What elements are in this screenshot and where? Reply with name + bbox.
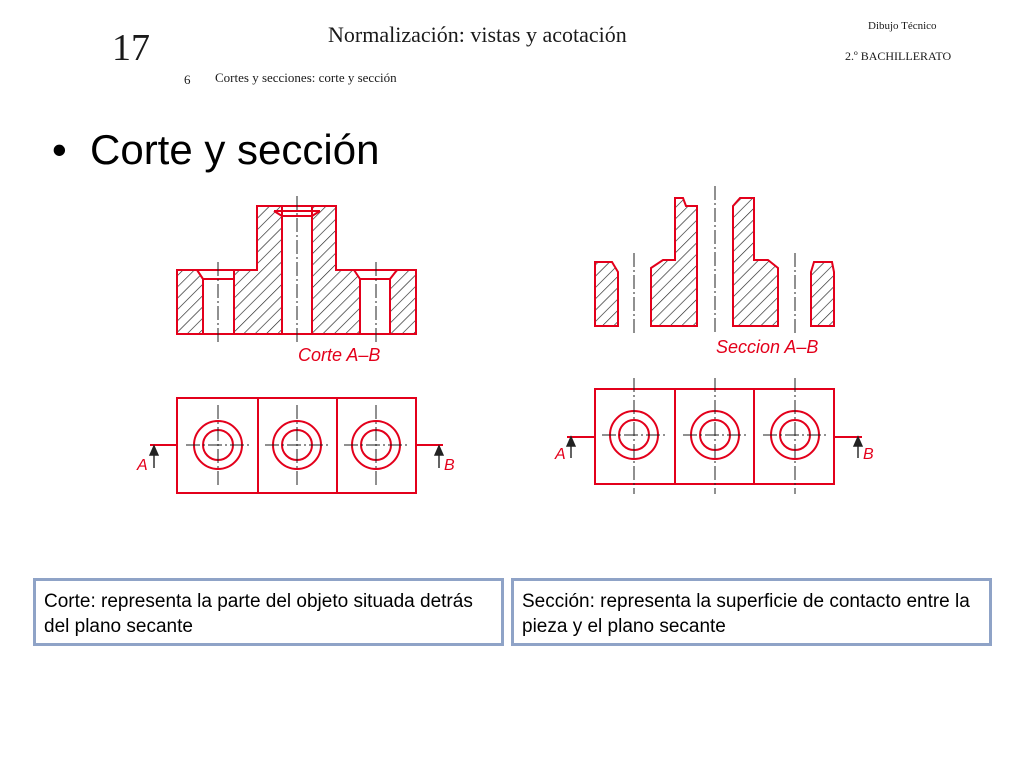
- seccion-definition-box: [511, 578, 992, 646]
- unit-number: 17: [112, 27, 150, 69]
- seccion-plane-label-b: B: [863, 446, 874, 463]
- subject-label: Dibujo Técnico: [868, 20, 937, 32]
- corte-plan-axes: [186, 405, 408, 485]
- corte-plane-label-b: B: [444, 457, 455, 474]
- corte-right-body: [312, 206, 360, 334]
- unit-title: Normalización: vistas y acotación: [328, 22, 627, 47]
- course-label: 2.º BACHILLERATO: [845, 49, 952, 63]
- corte-definition-box: [33, 578, 504, 646]
- lesson-title: Cortes y secciones: corte y sección: [215, 70, 397, 85]
- seccion-plan-axes: [602, 378, 827, 494]
- seccion-piece-3: [733, 198, 778, 326]
- corte-definition-text: Corte: representa la parte del objeto situada detrás del plano secante: [44, 591, 473, 637]
- bullet-icon: •: [52, 126, 67, 173]
- seccion-piece-1: [595, 262, 618, 326]
- corte-left-body: [234, 206, 282, 334]
- corte-left-flange: [177, 270, 203, 334]
- seccion-piece-2: [651, 198, 697, 326]
- seccion-label: Seccion A–B: [716, 337, 819, 357]
- seccion-definition-text: Sección: representa la superficie de contacto entre la pieza y el plano secante: [522, 591, 970, 637]
- seccion-piece-4: [811, 262, 834, 326]
- corte-label: Corte A–B: [298, 345, 381, 365]
- heading-text: Corte y sección: [90, 126, 380, 173]
- lesson-number: 6: [184, 72, 191, 87]
- seccion-plane-label-a: A: [555, 446, 566, 463]
- corte-plane-label-a: A: [137, 457, 148, 474]
- corte-right-flange: [390, 270, 416, 334]
